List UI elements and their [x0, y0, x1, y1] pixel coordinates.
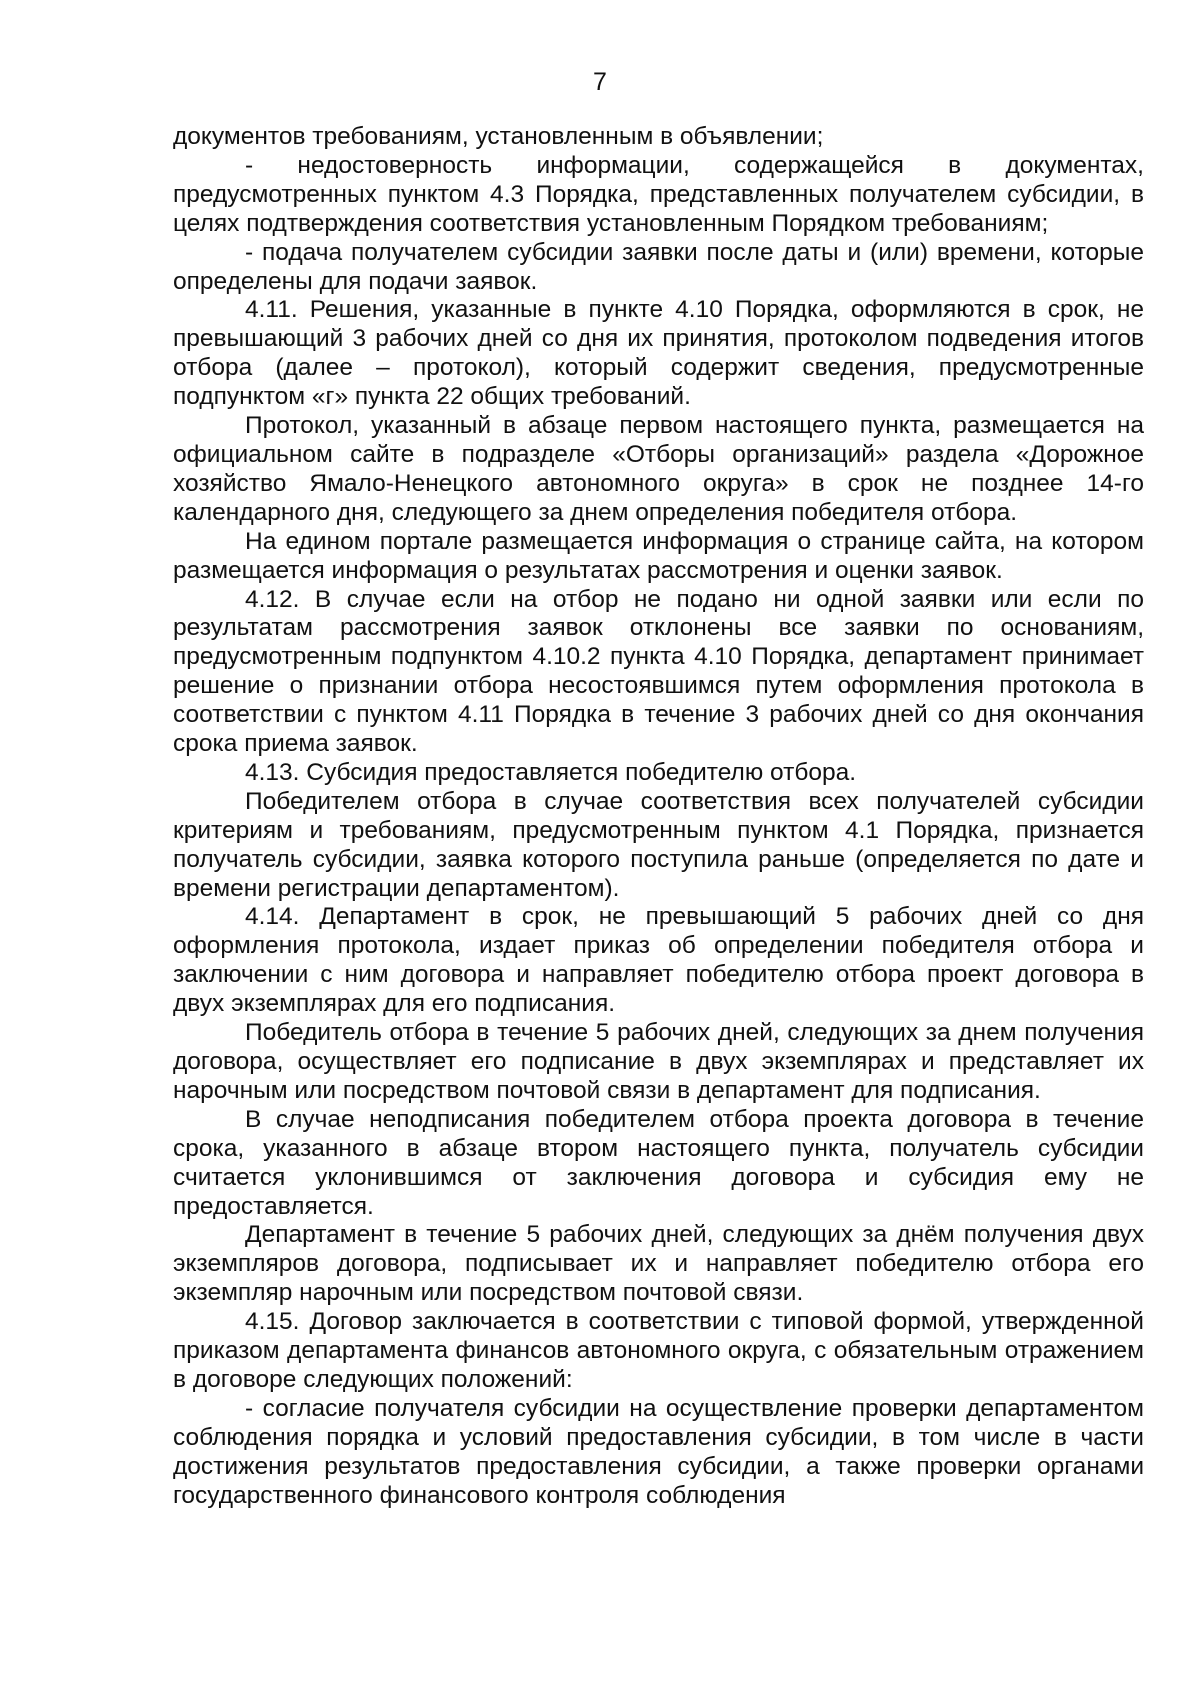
paragraph-winner-signing: Победитель отбора в течение 5 рабочих дней, следующих за днем получения договора, осуществляет его подписание в двух экземплярах и представляет их нарочным или посредством почтовой связи в департамент для подписания.: [173, 1019, 1144, 1104]
paragraph-4-11: 4.11. Решения, указанные в пункте 4.10 Порядка, оформляются в срок, не превышающий 3 рабочих дней со дня их принятия, протоколом подведения итогов отбора (далее – протокол), который содержит сведения, предусмотренные подпунктом «г» пункта 22 общих требований.: [173, 296, 1144, 411]
paragraph-4-13: 4.13. Субсидия предоставляется победителю отбора.: [245, 758, 857, 786]
paragraph-winner-definition: Победителем отбора в случае соответствия всех получателей субсидии критериям и требованиям, предусмотренным пунктом 4.1 Порядка, признается получатель субсидии, заявка которого поступила раньше (определяется по дате и времени регистрации департаментом).: [173, 787, 1144, 902]
paragraph-4-15: 4.15. Договор заключается в соответствии с типовой формой, утвержденной приказом департамента финансов автономного округа, с обязательным отражением в договоре следующих положений:: [173, 1308, 1144, 1393]
document-body: [173, 123, 1144, 1511]
paragraph-4-14: 4.14. Департамент в срок, не превышающий 5 рабочих дней со дня оформления протокола, издает приказ об определении победителя отбора и заключении с ним договора и направляет победителю отбора проект договора в двух экземплярах для его подписания.: [173, 903, 1144, 1018]
paragraph-4-12: 4.12. В случае если на отбор не подано ни одной заявки или если по результатам рассмотрения заявок отклонены все заявки по основаниям, предусмотренным подпунктом 4.10.2 пункта 4.10 Порядка, департамент принимает решение о признании отбора несостоявшимся путем оформления протокола в соответствии с пунктом 4.11 Порядка в течение 3 рабочих дней со дня окончания срока приема заявок.: [173, 585, 1144, 758]
paragraph-continuation: документов требованиям, установленным в объявлении;: [173, 123, 824, 150]
paragraph-bullet-late-submission: - подача получателем субсидии заявки после даты и (или) времени, которые определены для подачи заявок.: [173, 238, 1144, 295]
page-number: 7: [593, 68, 607, 96]
paragraph-unsigned-contract: В случае неподписания победителем отбора проекта договора в течение срока, указанного в абзаце втором настоящего пункта, получатель субсидии считается уклонившимся от заключения договора и субсидия ему не предоставляется.: [173, 1105, 1144, 1220]
paragraph-department-signing: Департамент в течение 5 рабочих дней, следующих за днём получения двух экземпляров договора, подписывает их и направляет победителю отбора его экземпляр нарочным или посредством почтовой связи.: [173, 1221, 1144, 1307]
paragraph-protocol-publication: Протокол, указанный в абзаце первом настоящего пункта, размещается на официальном сайте в подразделе «Отборы организаций» раздела «Дорожное хозяйство Ямало-Ненецкого автономного округа» в срок не позднее 14-го календарного дня, следующего за днем определения победителя отбора.: [173, 412, 1144, 526]
paragraph-unified-portal: На едином портале размещается информация о странице сайта, на котором размещается информация о результатах рассмотрения и оценки заявок.: [173, 527, 1144, 584]
paragraph-bullet-unreliable-info: - недостоверность информации, содержащейся в документах, предусмотренных пунктом 4.3 Порядка, представленных получателем субсидии, в целях подтверждения соответствия установленным Порядком требованиям;: [173, 151, 1144, 237]
paragraph-bullet-consent: - согласие получателя субсидии на осуществление проверки департаментом соблюдения порядка и условий предоставления субсидии, в том числе в части достижения результатов предоставления субсидии, а также проверки органами государственного финансового контроля соблюдения: [173, 1394, 1144, 1509]
